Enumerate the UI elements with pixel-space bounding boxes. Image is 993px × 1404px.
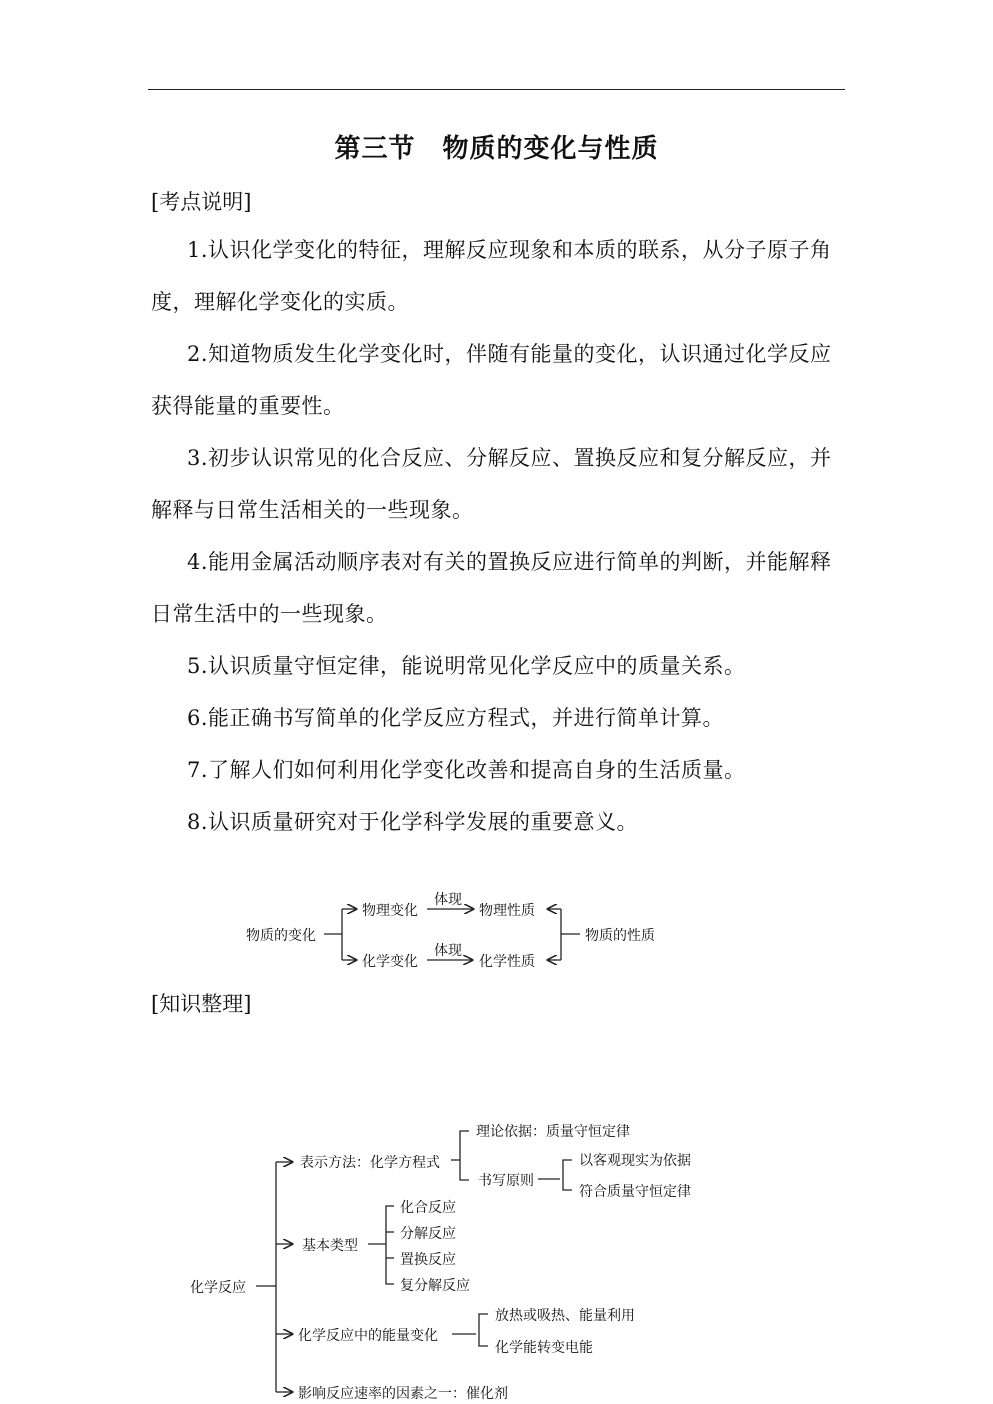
diagram2-energy-1: 放热或吸热、能量利用: [495, 1308, 635, 1324]
objective-item-4: 4.能用金属活动顺序表对有关的置换反应进行简单的判断，并能解释日常生活中的一些现象。: [151, 550, 832, 626]
diagram1-physical-property: 物理性质: [479, 903, 535, 919]
diagram2-expression: 表示方法：化学方程式: [300, 1155, 440, 1171]
objective-item-1: 1.认识化学变化的特征，理解反应现象和本质的联系，从分子原子角度，理解化学变化的实质。: [151, 238, 832, 314]
diagram2-basic-types: 基本类型: [302, 1238, 358, 1254]
diagram1-physical-change: 物理变化: [362, 903, 418, 919]
diagram2-root: 化学反应: [190, 1280, 246, 1296]
diagram2-energy-2: 化学能转变电能: [495, 1340, 593, 1356]
diagram2-type-2: 分解反应: [400, 1226, 456, 1242]
section-heading-knowledge: [知识整理]: [151, 992, 252, 1016]
section-heading-explain: [考点说明]: [151, 190, 252, 214]
diagram2-writing-rule-1: 以客观现实为依据: [579, 1153, 691, 1169]
diagram2-energy: 化学反应中的能量变化: [298, 1328, 438, 1344]
objective-item-2: 2.知道物质发生化学变化时，伴随有能量的变化，认识通过化学反应获得能量的重要性。: [151, 342, 832, 418]
objective-item-3: 3.初步认识常见的化合反应、分解反应、置换反应和复分解反应，并解释与日常生活相关的一些现象。: [151, 446, 832, 522]
page-title: 第三节 物质的变化与性质: [334, 134, 659, 164]
objective-item-8: 8.认识质量研究对于化学科学发展的重要意义。: [187, 810, 639, 834]
diagram2-type-4: 复分解反应: [400, 1278, 470, 1294]
diagram2-theory: 理论依据：质量守恒定律: [476, 1124, 630, 1140]
objective-item-7: 7.了解人们如何利用化学变化改善和提高自身的生活质量。: [187, 758, 746, 782]
diagram1-chemical-property: 化学性质: [479, 954, 535, 970]
diagram2-writing: 书写原则: [478, 1173, 534, 1189]
diagram2-rate: 影响反应速率的因素之一：催化剂: [298, 1386, 508, 1402]
objective-item-6: 6.能正确书写简单的化学反应方程式，并进行简单计算。: [187, 706, 725, 730]
diagram1-material-change: 物质的变化: [246, 928, 316, 944]
diagram2-writing-rule-2: 符合质量守恒定律: [579, 1184, 691, 1200]
diagram1-chemical-change: 化学变化: [362, 954, 418, 970]
diagram2-type-1: 化合反应: [400, 1200, 456, 1216]
objective-item-5: 5.认识质量守恒定律，能说明常见化学反应中的质量关系。: [187, 654, 746, 678]
diagram1-embody-bottom: 体现: [434, 943, 462, 959]
diagram2-type-3: 置换反应: [400, 1252, 456, 1268]
diagram1-embody-top: 体现: [434, 892, 462, 908]
diagram1-material-property: 物质的性质: [585, 928, 655, 944]
